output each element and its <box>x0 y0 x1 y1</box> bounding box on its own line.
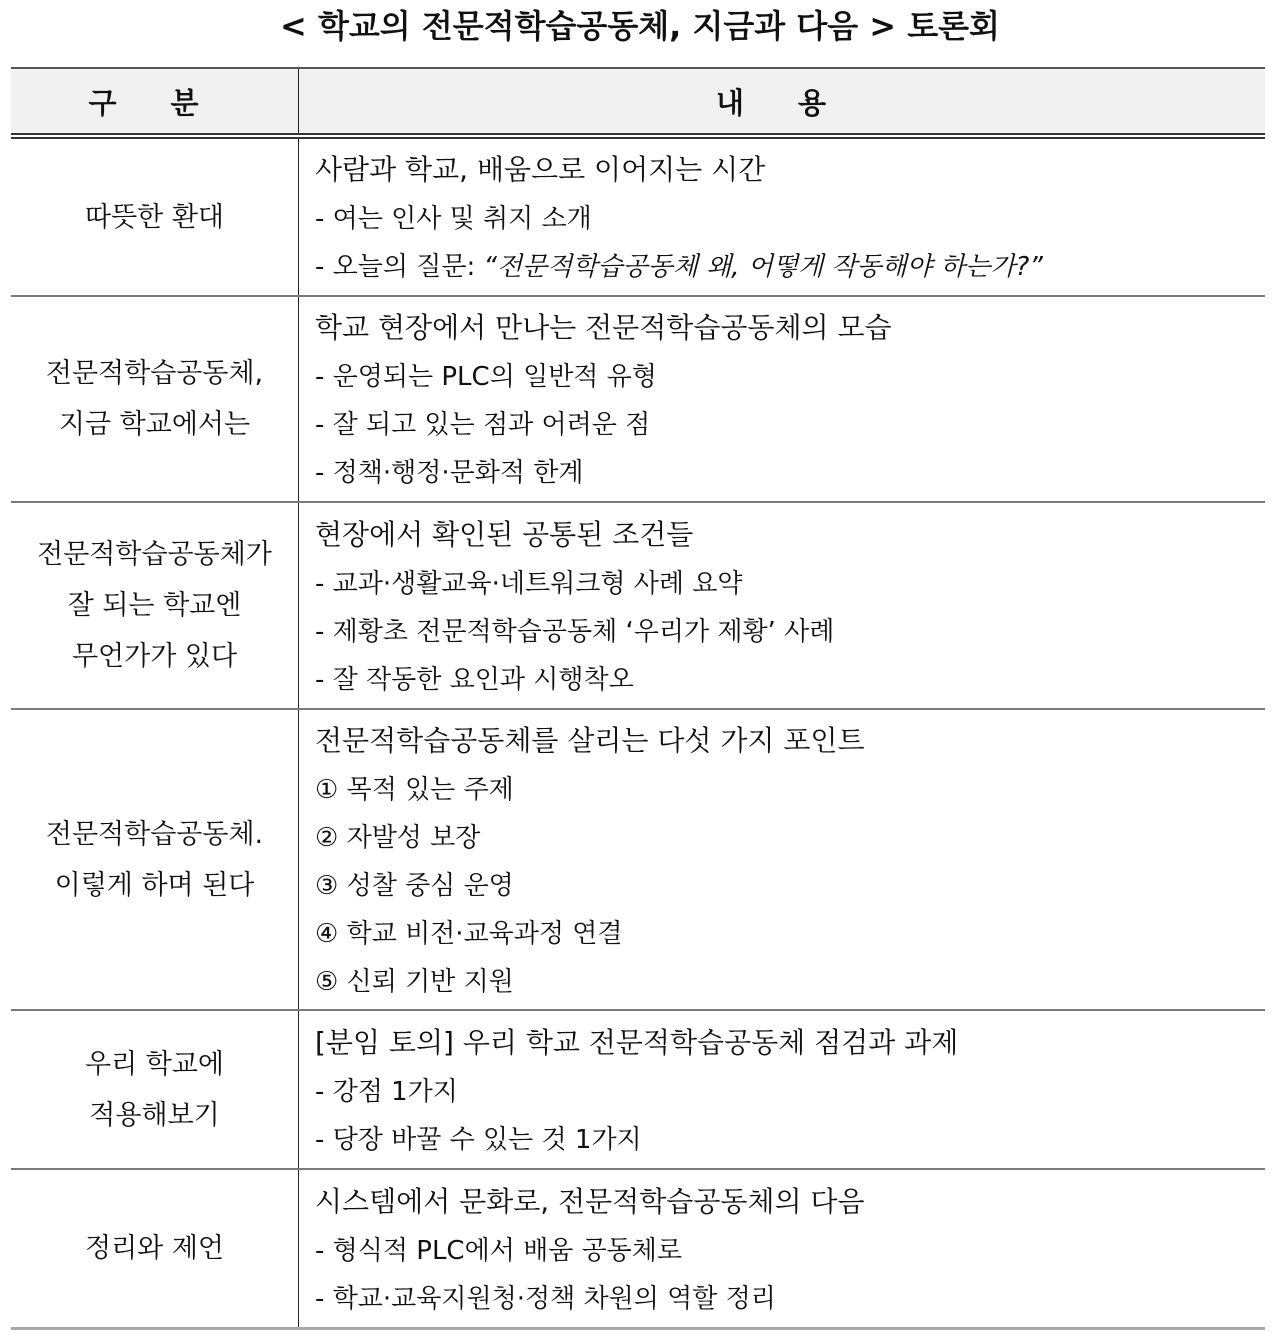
table-header <box>11 69 1265 135</box>
row-label-line: 전문적학습공동체, <box>45 358 264 389</box>
row-label <box>11 297 299 501</box>
row-content <box>299 710 1265 1009</box>
row-item-question <box>315 243 1265 291</box>
row-content <box>299 503 1265 708</box>
row-item: - 잘 되고 있는 점과 어려운 점 <box>315 410 651 440</box>
row-item: - 운영되는 PLC의 일반적 유형 <box>315 362 657 392</box>
row-label-line: 이렇게 하며 된다 <box>54 869 255 901</box>
row-label-line: 무언가가 있다 <box>71 641 238 672</box>
row-headline: [분임 토의] 우리 학교 전문적학습공동체 점검과 과제 <box>315 1025 959 1059</box>
row-headline: 사람과 학교, 배움으로 이어지는 시간 <box>315 153 766 186</box>
row-item: - 잘 작동한 요인과 시행착오 <box>315 664 634 695</box>
row-content <box>299 1011 1265 1168</box>
table-row <box>11 710 1265 1011</box>
row-item: - 교과·생활교육·네트워크형 사례 요약 <box>315 568 743 599</box>
program-table <box>11 67 1265 1330</box>
row-label-line: 적용해보기 <box>89 1099 220 1131</box>
row-item: ③ 성찰 중심 운영 <box>315 870 514 901</box>
row-item: ④ 학교 비전·교육과정 연결 <box>315 918 623 949</box>
row-item: ② 자발성 보장 <box>315 822 481 853</box>
table-row <box>11 139 1265 297</box>
row-headline: 학교 현장에서 만나는 전문적학습공동체의 모습 <box>315 311 892 344</box>
row-item: - 여는 인사 및 취지 소개 <box>315 204 592 234</box>
row-item: - 당장 바꿀 수 있는 것 1가지 <box>315 1124 642 1155</box>
row-label <box>11 503 299 708</box>
page-title: < 학교의 전문적학습공동체, 지금과 다음 > 토론회 <box>280 7 1000 45</box>
question-text: “전문적학습공동체 왜, 어떻게 작동해야 하는가?” <box>483 252 1043 282</box>
row-headline: 현장에서 확인된 공통된 조건들 <box>315 517 694 551</box>
row-label <box>11 139 299 295</box>
header-content: 내 용 <box>715 85 849 120</box>
row-label-line: 따뜻한 환대 <box>85 201 224 233</box>
row-headline: 전문적학습공동체를 살리는 다섯 가지 포인트 <box>315 723 865 757</box>
row-item: - 정책·행정·문화적 한계 <box>315 458 584 488</box>
table-row <box>11 503 1265 710</box>
row-label-line: 전문적학습공동체. <box>45 818 264 850</box>
row-label <box>11 1170 299 1327</box>
question-prefix: - 오늘의 질문: <box>315 252 484 282</box>
row-item: ① 목적 있는 주제 <box>315 774 514 805</box>
row-headline: 시스템에서 문화로, 전문적학습공동체의 다음 <box>315 1184 865 1218</box>
row-item: - 제황초 전문적학습공동체 ‘우리가 제황’ 사례 <box>315 616 835 647</box>
row-label-line: 전문적학습공동체가 <box>37 539 272 570</box>
header-category: 구 분 <box>11 69 299 133</box>
row-label-line: 지금 학교에서는 <box>58 409 251 440</box>
row-label-line: 우리 학교에 <box>85 1048 224 1080</box>
table-row <box>11 1170 1265 1330</box>
row-item: ⑤ 신뢰 기반 지원 <box>315 966 514 997</box>
row-label <box>11 1011 299 1168</box>
table-row <box>11 1011 1265 1170</box>
row-item: - 형식적 PLC에서 배움 공동체로 <box>315 1235 683 1266</box>
row-item: - 학교·교육지원청·정책 차원의 역할 정리 <box>315 1283 776 1314</box>
row-item: - 강점 1가지 <box>315 1076 458 1107</box>
table-row <box>11 297 1265 503</box>
row-label-line: 정리와 제언 <box>85 1233 224 1264</box>
row-label <box>11 710 299 1009</box>
row-content <box>299 297 1265 501</box>
row-content <box>299 139 1265 295</box>
row-label-line: 잘 되는 학교엔 <box>67 590 242 621</box>
row-content <box>299 1170 1265 1327</box>
